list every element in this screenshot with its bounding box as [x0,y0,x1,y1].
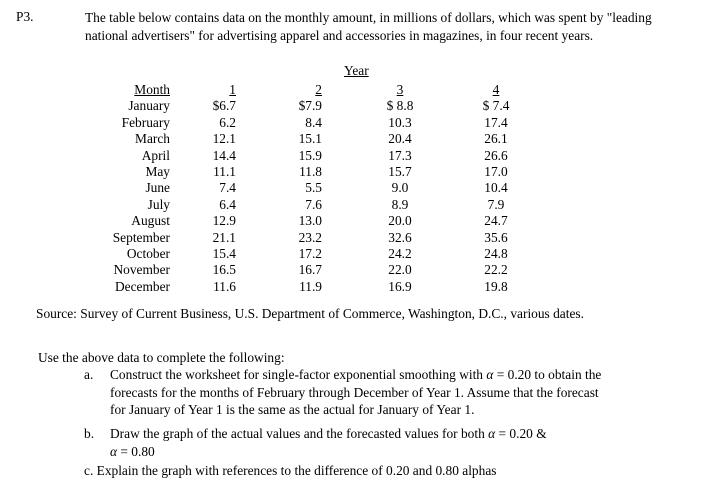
value-cell: 16.5 [212,262,236,278]
task-a-text-2: forecasts for the months of February through December of Year 1. Assume that the forecast [110,384,599,400]
value-cell: 15.7 [388,163,412,179]
problem-label: P3. [16,9,34,24]
task-a-text-1: Construct the worksheet for single-factor exponential smoothing with [110,367,487,382]
task-b-text-2: = 0.80 [117,443,155,459]
value-cell: 9.0 [391,180,409,196]
value-cell: $7.9 [298,98,322,114]
value-cell: 16.7 [298,262,322,278]
month-cell: January [128,98,170,114]
value-cell: 22.2 [484,262,508,278]
month-cell: August [131,213,170,229]
year-1-column [188,82,236,295]
value-cell: 6.2 [219,114,236,130]
value-cell: 35.6 [484,229,508,245]
year-header: Year [344,63,369,78]
value-cell: 11.8 [299,163,322,179]
alpha-symbol: α [110,443,118,459]
value-cell: 32.6 [388,229,412,245]
year-4-column [474,82,518,295]
value-cell: 14.4 [212,147,236,163]
month-cell: November [113,262,170,278]
task-a [84,366,684,419]
value-cell: 11.9 [299,278,322,294]
value-cell: $6.7 [212,98,236,114]
value-cell: 10.3 [388,114,412,130]
value-cell: 7.9 [487,196,505,212]
task-b [84,425,684,460]
value-cell: 7.6 [305,196,322,212]
value-cell: 12.1 [212,131,236,147]
year-2-column [276,82,322,295]
value-cell: 15.1 [298,131,322,147]
task-b-text-1: Draw the graph of the actual values and the forecasted values for both [110,426,489,441]
value-cell: 24.8 [484,245,508,261]
year-2-header: 2 [315,82,322,97]
value-cell: 6.4 [219,196,236,212]
value-cell: 17.0 [484,163,508,179]
value-cell: $ 7.4 [482,98,510,114]
value-cell: 10.4 [484,180,508,196]
alpha-symbol: α [486,367,494,382]
task-b-marker: b. [84,426,95,441]
value-cell: 15.9 [298,147,322,163]
value-cell: 15.4 [212,245,236,261]
value-cell: 17.3 [388,147,412,163]
month-cell: September [112,229,170,245]
value-cell: 12.9 [212,213,236,229]
year-4-header: 4 [492,82,500,97]
value-cell: 7.4 [219,180,236,196]
value-cell: 11.6 [213,278,236,294]
task-a-text-3: for January of Year 1 is the same as the actual for January of Year 1. [110,402,475,417]
month-cell: March [135,131,170,147]
value-cell: 8.4 [305,114,322,130]
task-b-text-1-end: = 0.20 & [495,426,547,441]
source-note: Source: Survey of Current Business, U.S. Department of Commerce, Washington, D.C., various dates. [36,306,584,321]
value-cell: 22.0 [388,262,412,278]
value-cell: 26.6 [484,147,508,163]
month-cell: December [114,278,170,294]
value-cell: 17.4 [484,114,508,130]
value-cell: $ 8.8 [386,98,414,114]
value-cell: 17.2 [298,245,322,261]
value-cell: 23.2 [298,229,322,245]
month-header: Month [134,82,170,97]
month-cell: May [145,163,170,179]
month-cell: February [121,114,170,130]
value-cell: 19.8 [484,278,508,294]
value-cell: 11.1 [213,163,236,179]
value-cell: 24.7 [484,213,508,229]
value-cell: 20.4 [388,131,412,147]
task-c: c. Explain the graph with references to the difference of 0.20 and 0.80 alphas [84,463,497,478]
value-cell: 8.9 [391,196,409,212]
value-cell: 21.1 [212,229,236,245]
value-cell: 20.0 [388,213,412,229]
task-a-text-1-end: = 0.20 to obtain the [493,367,602,382]
problem-intro: The table below contains data on the monthly amount, in millions of dollars, which was spent by "leading national advertisers" for advertising apparel and accessories in magazines, in four recent years. [85,10,652,43]
alpha-symbol: α [488,426,496,441]
month-cell: October [126,245,170,261]
month-cell: April [141,147,170,163]
month-cell: July [147,196,170,212]
value-cell: 16.9 [388,278,412,294]
year-1-header: 1 [229,82,236,97]
month-cell: June [145,180,170,196]
month-column [98,82,170,295]
value-cell: 13.0 [298,213,322,229]
year-3-header: 3 [396,82,404,97]
value-cell: 5.5 [305,180,322,196]
instructions-lead: Use the above data to complete the following: [38,350,285,365]
value-cell: 26.1 [484,131,508,147]
task-a-marker: a. [84,367,94,382]
value-cell: 24.2 [388,245,412,261]
year-3-column [378,82,422,295]
